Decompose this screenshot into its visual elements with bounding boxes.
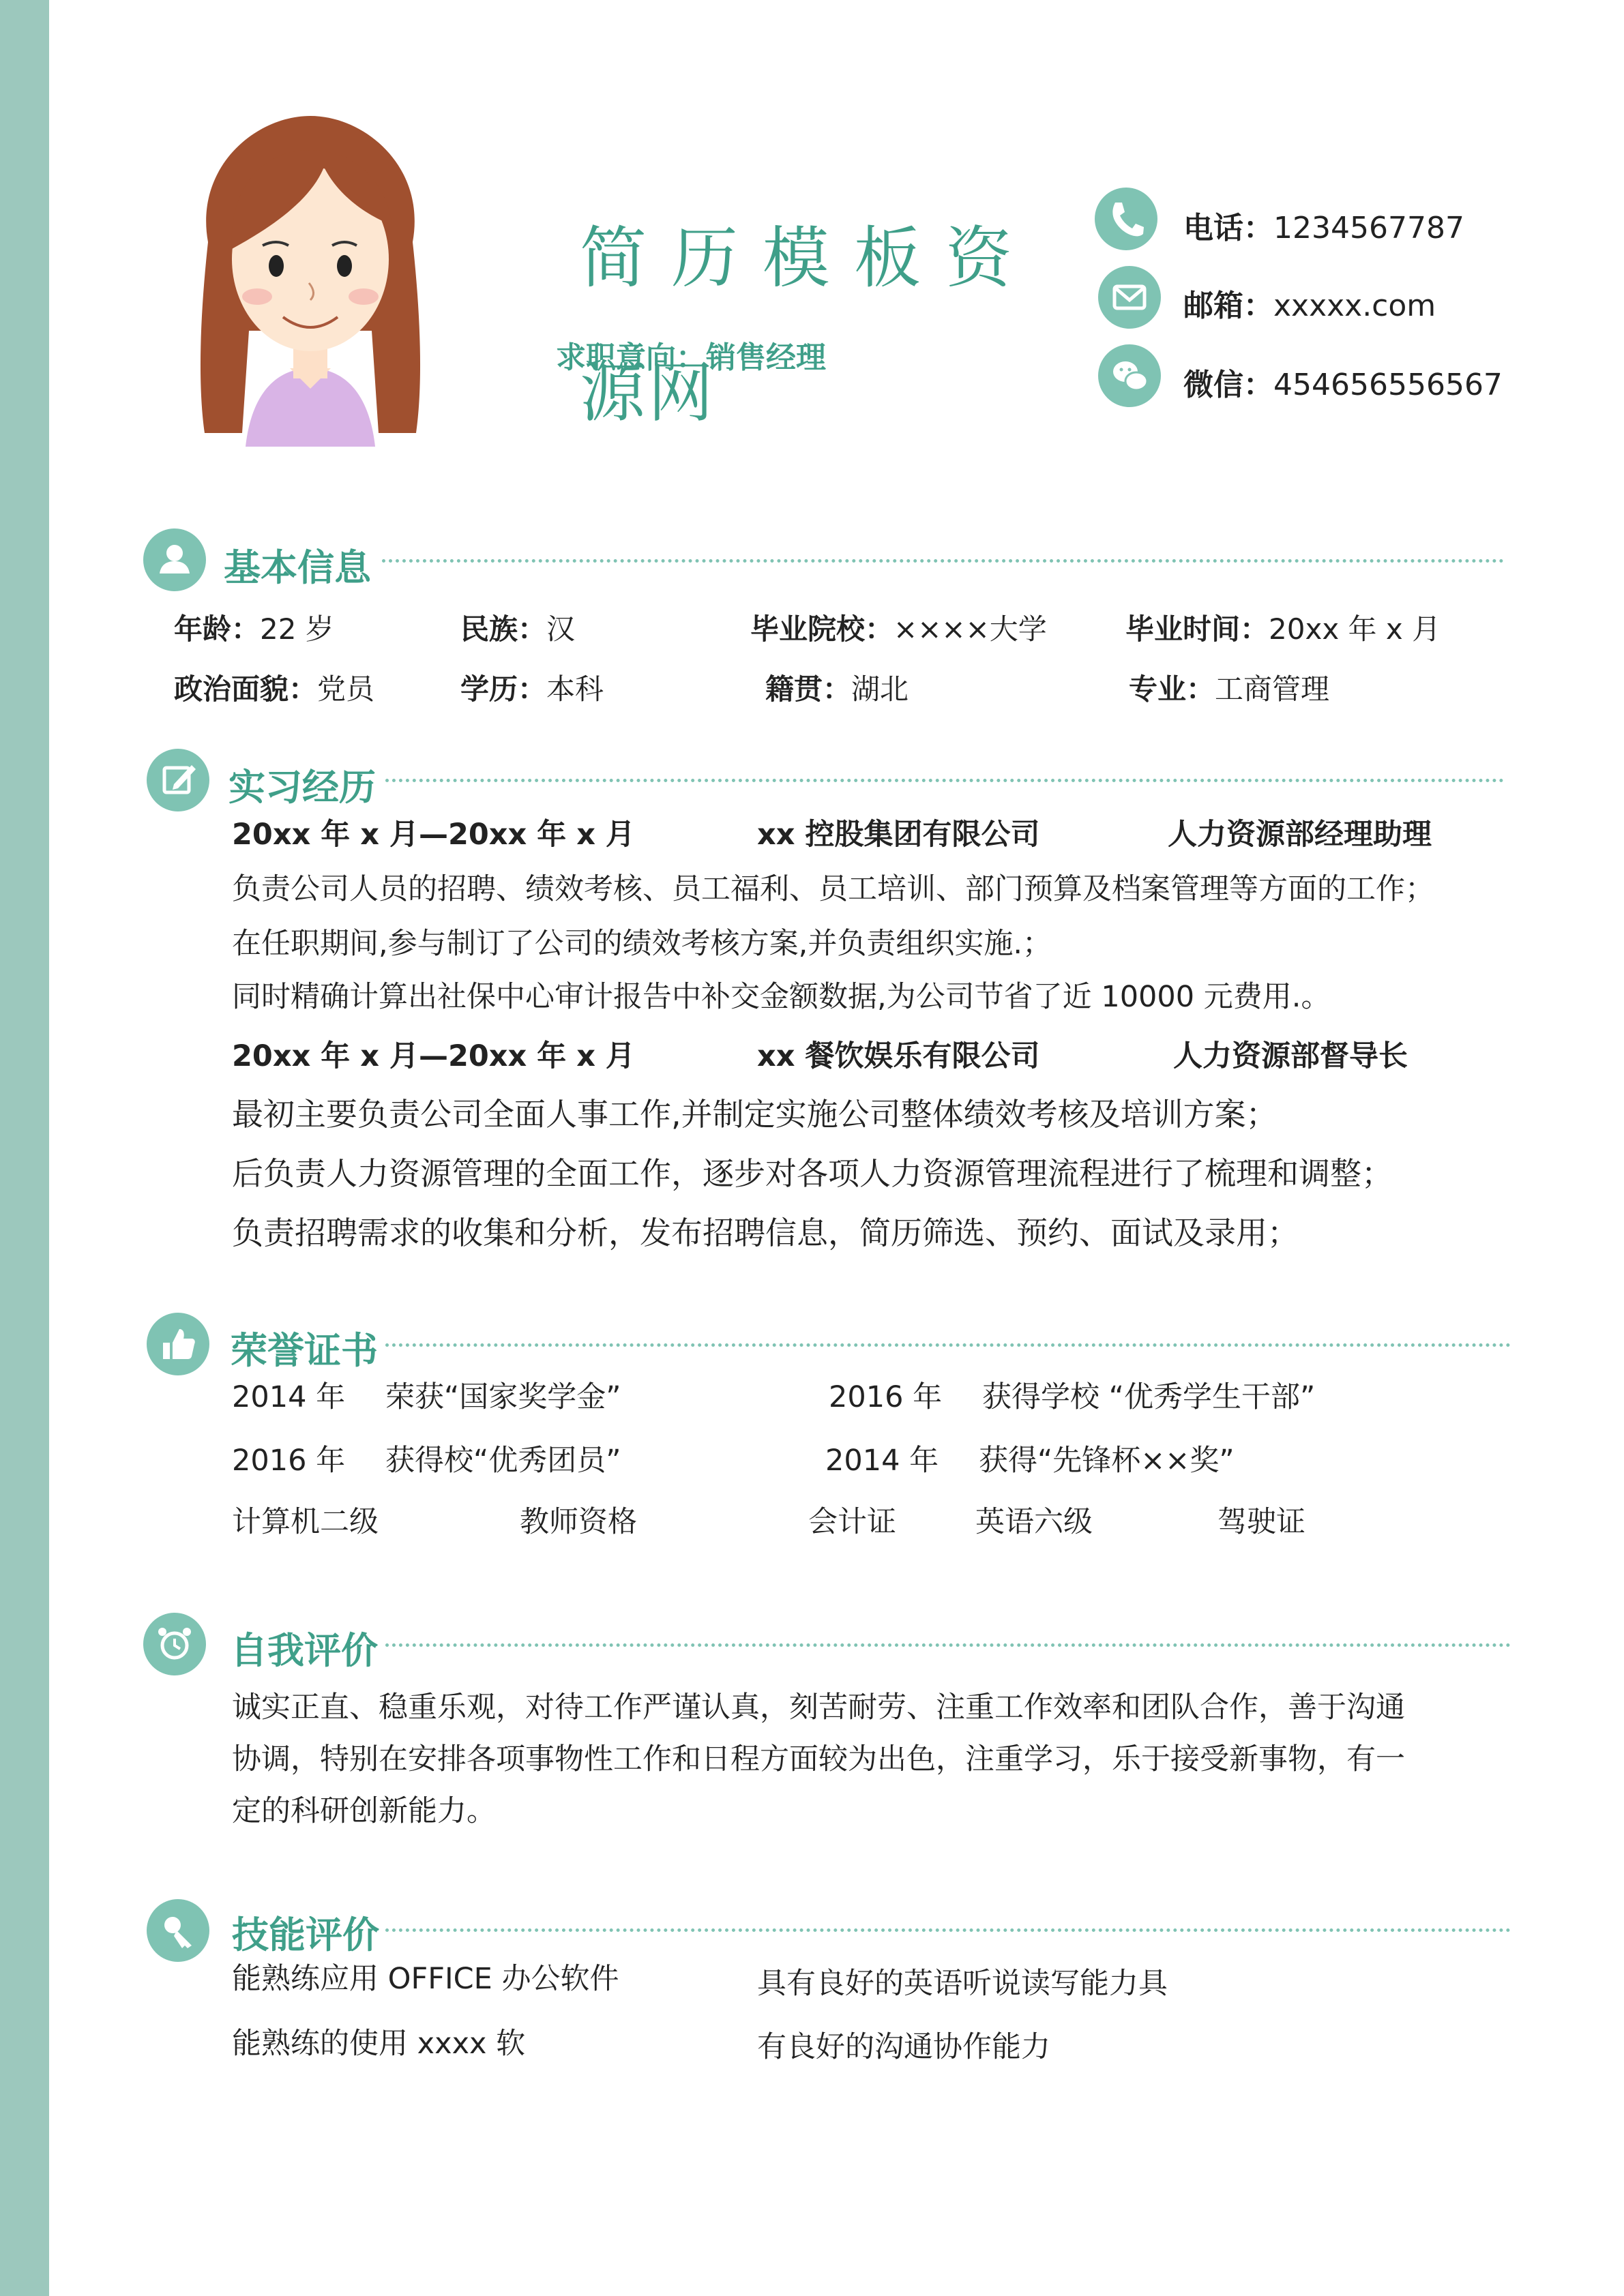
honor-year: 2016 年 (829, 1380, 943, 1414)
skill-item: 具有良好的英语听说读写能力具 (757, 1967, 1168, 2001)
wechat-value: 454656556567 (1273, 368, 1503, 402)
section-divider (385, 779, 1504, 782)
self-eval-line: 诚实正直、稳重乐观，对待工作严谨认真，刻苦耐劳、注重工作效率和团队合作，善于沟通 (232, 1690, 1405, 1725)
email-value: xxxxx.com (1273, 288, 1436, 323)
certificate-item: 会计证 (808, 1505, 896, 1539)
honor-text: 获得学校 “优秀学生干部” (982, 1380, 1316, 1414)
alarm-clock-icon (143, 1613, 206, 1675)
key-icon (147, 1899, 209, 1962)
honor-year: 2016 年 (232, 1444, 346, 1478)
skill-item: 能熟练的使用 xxxx 软 (232, 2027, 526, 2061)
avatar (181, 113, 440, 447)
honor-year: 2014 年 (825, 1444, 939, 1478)
thumbs-up-icon (147, 1313, 209, 1375)
honor-text: 获得“先锋杯××奖” (979, 1444, 1235, 1478)
honor-year: 2014 年 (232, 1380, 346, 1414)
left-accent-bar (0, 0, 49, 2296)
certificate-item: 计算机二级 (232, 1505, 379, 1539)
field-origin: 籍贯：湖北 (765, 672, 909, 706)
skill-item: 有良好的沟通协作能力 (757, 2030, 1050, 2064)
watermark-text: 源网 (580, 355, 716, 431)
certificate-item: 教师资格 (520, 1505, 637, 1539)
phone-label: 电话： (1183, 211, 1273, 245)
field-politics: 政治面貌：党员 (174, 672, 375, 706)
certificate-item: 英语六级 (975, 1505, 1093, 1539)
job-intent: 求职意向：销售经理 (556, 340, 826, 375)
field-ethnic: 民族：汉 (460, 612, 576, 646)
section-title-basic: 基本信息 (224, 546, 371, 589)
job1-desc-line: 同时精确计算出社保中心审计报告中补交金额数据,为公司节省了近 10000 元费用.。 (232, 980, 1331, 1014)
section-title-honors: 荣誉证书 (231, 1329, 378, 1372)
section-divider (382, 559, 1504, 563)
section-title-intern: 实习经历 (228, 766, 376, 809)
honor-text: 获得校“优秀团员” (385, 1444, 621, 1478)
email-label: 邮箱： (1183, 288, 1273, 323)
resume-title: 简历模板资 (580, 220, 1037, 297)
field-major: 专业：工商管理 (1129, 672, 1330, 706)
job1-desc-line: 负责公司人员的招聘、绩效考核、员工福利、员工培训、部门预算及档案管理等方面的工作； (232, 872, 1434, 906)
skill-item: 能熟练应用 OFFICE 办公软件 (232, 1962, 619, 1996)
job2-desc-line: 最初主要负责公司全面人事工作,并制定实施公司整体绩效考核及培训方案； (232, 1096, 1278, 1133)
phone-line (1183, 203, 1464, 247)
section-title-skills: 技能评价 (232, 1913, 379, 1956)
section-divider (385, 1643, 1511, 1647)
edit-icon (147, 749, 209, 811)
job2-period: 20xx 年 x 月—20xx 年 x 月 (232, 1039, 635, 1073)
job2-role: 人力资源部督导长 (1173, 1039, 1408, 1073)
job2-desc-line: 负责招聘需求的收集和分析，发布招聘信息，简历筛选、预约、面试及录用； (232, 1214, 1299, 1251)
job2-company: xx 餐饮娱乐有限公司 (757, 1039, 1040, 1073)
field-school: 毕业院校：××××大学 (750, 612, 1047, 646)
phone-value: 1234567787 (1273, 211, 1464, 245)
section-divider (385, 1928, 1511, 1932)
wechat-label: 微信： (1183, 368, 1273, 402)
section-title-self-eval: 自我评价 (231, 1629, 378, 1672)
self-eval-line: 定的科研创新能力。 (232, 1794, 496, 1828)
section-divider (385, 1343, 1511, 1347)
job1-period: 20xx 年 x 月—20xx 年 x 月 (232, 818, 635, 852)
field-degree: 学历：本科 (460, 672, 604, 706)
self-eval-line: 协调，特别在安排各项事物性工作和日程方面较为出色，注重学习，乐于接受新事物，有一 (232, 1742, 1405, 1776)
job1-role: 人力资源部经理助理 (1168, 818, 1432, 852)
person-icon (143, 528, 206, 591)
job1-desc-line: 在任职期间,参与制订了公司的绩效考核方案,并负责组织实施.； (232, 927, 1052, 961)
field-age: 年龄：22 岁 (174, 612, 334, 646)
phone-icon (1095, 188, 1157, 250)
wechat-line (1183, 360, 1503, 404)
job2-desc-line: 后负责人力资源管理的全面工作，逐步对各项人力资源管理流程进行了梳理和调整； (232, 1155, 1393, 1192)
field-grad: 毕业时间：20xx 年 x 月 (1125, 612, 1441, 646)
wechat-icon (1098, 344, 1161, 407)
email-icon (1098, 266, 1161, 329)
email-line (1183, 281, 1436, 325)
job1-company: xx 控股集团有限公司 (757, 818, 1040, 852)
certificate-item: 驾驶证 (1217, 1505, 1305, 1539)
honor-text: 荣获“国家奖学金” (385, 1380, 621, 1414)
